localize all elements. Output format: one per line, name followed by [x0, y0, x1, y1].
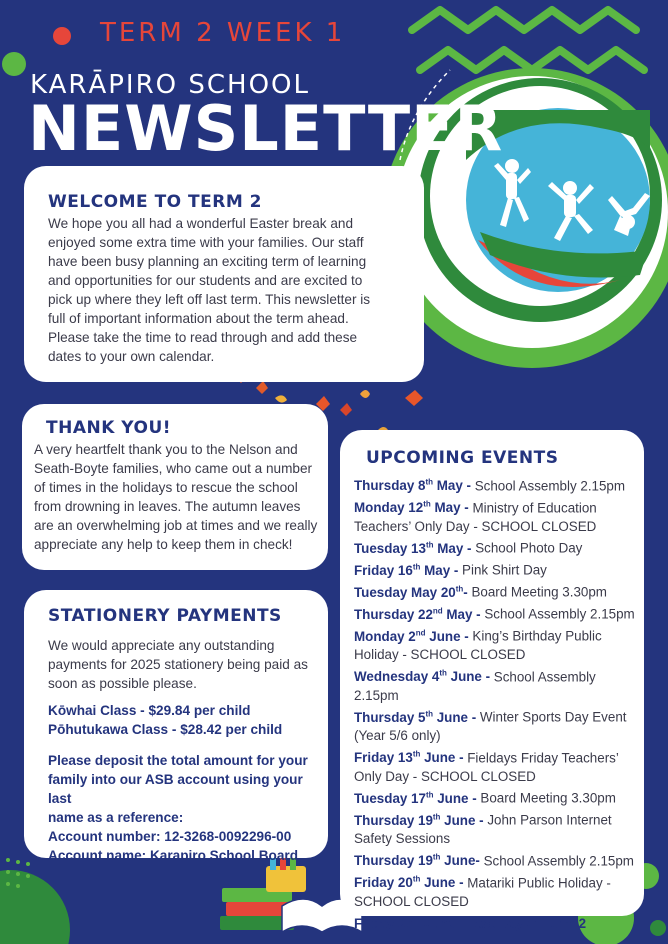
welcome-line: pick up where they left off last term. This newsletter is: [48, 292, 371, 307]
event-day-suffix: th: [439, 668, 447, 678]
event-description: Winter Sports Day Event: [479, 709, 627, 725]
event-description: Ministry of Education: [472, 500, 597, 516]
event-date: [354, 750, 467, 765]
event-item: [354, 830, 644, 849]
event-description: Pink Shirt Day: [462, 562, 547, 578]
event-day-suffix: th: [412, 874, 421, 884]
event-date: [354, 541, 475, 556]
green-circle-bottom-left: [0, 870, 70, 944]
event-date: [354, 629, 472, 644]
event-month: May -: [420, 562, 463, 578]
event-day: Friday 13: [354, 750, 413, 766]
account-number: Account number: 12-3268-0092296-00: [48, 829, 292, 844]
event-description: School Assembly 2.15pm: [483, 853, 634, 869]
event-date: [354, 813, 487, 828]
welcome-line: Please take the time to read through and add these: [48, 330, 358, 345]
event-description: John Parson Internet: [487, 812, 612, 828]
event-description: Only Day - SCHOOL CLOSED: [354, 768, 536, 784]
stationery-line: soon as possible please.: [48, 676, 197, 691]
event-month: June -: [433, 790, 481, 806]
event-item: [354, 665, 644, 687]
event-month: May -: [433, 540, 476, 556]
event-day-suffix: th: [412, 749, 421, 759]
event-item: [354, 746, 644, 768]
event-day: Friday 27: [354, 915, 413, 931]
event-item: [354, 849, 644, 871]
event-day-suffix: th: [425, 790, 434, 800]
event-item: [354, 558, 644, 580]
event-date: [354, 916, 586, 931]
event-month: June -: [446, 669, 494, 685]
event-item: [354, 646, 644, 665]
thank-you-text: [34, 440, 328, 554]
welcome-line: We hope you all had a wonderful Easter break and: [48, 216, 354, 231]
deposit-line: name as a reference:: [48, 810, 184, 825]
class-price: Pōhutukawa Class - $28.42 per child: [48, 722, 283, 737]
event-month: June -: [425, 628, 473, 644]
event-day-suffix: nd: [432, 606, 443, 616]
stationery-intro: [48, 636, 328, 693]
event-month: June -: [420, 750, 468, 766]
event-item: [354, 786, 644, 808]
event-description: Fieldays Friday Teachers’: [467, 750, 619, 766]
events-heading: UPCOMING EVENTS: [366, 448, 559, 468]
event-item: [354, 893, 644, 912]
event-day: Thursday 19: [354, 812, 433, 828]
welcome-heading: WELCOME TO TERM 2: [48, 192, 263, 212]
event-date: [354, 853, 484, 868]
event-date: [354, 875, 467, 890]
stationery-card: [24, 590, 328, 863]
event-item: [354, 474, 644, 496]
event-day-suffix: th: [432, 812, 441, 822]
deposit-line: family into our ASB account using your last: [48, 772, 303, 806]
event-day: Tuesday 13: [354, 540, 426, 556]
welcome-card: [24, 166, 424, 382]
stationery-line: payments for 2025 stationery being paid as: [48, 657, 308, 672]
event-month: June -: [420, 875, 468, 891]
green-dot: [2, 52, 26, 76]
event-date: [354, 585, 471, 600]
welcome-line: dates to your own calendar.: [48, 349, 215, 364]
event-day: Tuesday 17: [354, 790, 426, 806]
event-day: Thursday 22: [354, 606, 433, 622]
event-day: Thursday 8: [354, 478, 426, 494]
thanks-line: are an overwhelming job at times and we really: [34, 518, 318, 533]
welcome-line: have been busy planning an exciting term of learning: [48, 254, 367, 269]
thanks-line: A very heartfelt thank you to the Nelson and: [34, 442, 298, 457]
event-item: [354, 768, 644, 787]
event-item: [354, 687, 644, 706]
page-title: NEWSLETTER: [28, 92, 504, 165]
events-card: [340, 430, 644, 931]
event-date: [354, 669, 494, 684]
thank-you-card: [22, 404, 328, 570]
welcome-line: enjoyed some extra time with your families. Our staff: [48, 235, 364, 250]
event-date: [354, 500, 472, 515]
event-day-suffix: th: [455, 584, 464, 594]
event-day-suffix: th: [425, 709, 434, 719]
thanks-line: appreciate any help to keep them in check!: [34, 537, 293, 552]
deposit-line: Please deposit the total amount for your: [48, 753, 308, 768]
zigzag-decoration: [420, 50, 644, 70]
event-day-suffix: nd: [415, 628, 426, 638]
event-day: Monday 2: [354, 628, 416, 644]
zigzag-decoration: [412, 10, 636, 30]
welcome-line: and opportunities for our students and are excited to: [48, 273, 363, 288]
event-description: School Assembly 2.15pm: [484, 606, 635, 622]
event-day: Monday 12: [354, 500, 424, 516]
event-list: [354, 474, 644, 933]
event-date: [354, 710, 480, 725]
event-month: -: [463, 584, 472, 600]
event-day-suffix: th: [412, 562, 421, 572]
event-month: June -: [433, 709, 480, 725]
event-description: (Year 5/6 only): [354, 728, 441, 744]
event-description: Board Meeting 3.30pm: [480, 790, 616, 806]
event-day-suffix: th: [425, 540, 434, 550]
class-price: Kōwhai Class - $29.84 per child: [48, 703, 251, 718]
event-description: Teachers’ Only Day - SCHOOL CLOSED: [354, 518, 597, 534]
account-name: Account name: Karapiro School Board: [48, 848, 299, 863]
term-label: TERM 2 WEEK 1: [100, 18, 346, 48]
event-month: May -: [430, 500, 473, 516]
event-item: [354, 624, 644, 646]
event-description: King’s Birthday Public: [472, 628, 602, 644]
event-description: School Photo Day: [475, 540, 583, 556]
event-description: School Assembly: [493, 669, 596, 685]
event-description: Matariki Public Holiday -: [467, 875, 611, 891]
event-item: [354, 871, 644, 893]
event-day: Thursday 19: [354, 853, 433, 869]
event-month: June-: [440, 853, 484, 869]
event-date: [354, 563, 462, 578]
event-month: June - Last Day of Term 2: [420, 915, 587, 931]
event-day-suffix: th: [432, 852, 441, 862]
event-description: Safety Sessions: [354, 831, 451, 847]
green-small-bottom: [650, 920, 666, 936]
event-item: [354, 602, 644, 624]
event-description: Holiday - SCHOOL CLOSED: [354, 647, 526, 663]
event-day: Thursday 5: [354, 709, 426, 725]
deposit-info: [48, 751, 328, 865]
welcome-line: full of important information about the term ahead.: [48, 311, 349, 326]
event-date: [354, 791, 480, 806]
event-item: [354, 727, 644, 746]
event-description: Board Meeting 3.30pm: [471, 584, 607, 600]
event-description: 2.15pm: [354, 687, 399, 703]
event-item: [354, 496, 644, 518]
event-date: [354, 607, 484, 622]
event-day-suffix: th: [425, 478, 434, 487]
welcome-text: [48, 214, 424, 366]
thank-you-heading: THANK YOU!: [46, 418, 172, 438]
event-day: Wednesday 4: [354, 669, 440, 685]
event-description: SCHOOL CLOSED: [354, 893, 469, 909]
stationery-line: We would appreciate any outstanding: [48, 638, 275, 653]
event-date: [354, 478, 475, 493]
event-day-suffix: th: [412, 915, 421, 925]
event-item: [354, 536, 644, 558]
event-item: [354, 580, 644, 602]
event-month: May -: [433, 478, 475, 494]
event-item: [354, 705, 644, 727]
thanks-line: from drowning in leaves. The autumn leaves: [34, 499, 301, 514]
event-item: [354, 518, 644, 537]
thanks-line: Seath-Boyte families, who came out a number: [34, 461, 313, 476]
red-dot: [53, 27, 71, 45]
event-month: May -: [442, 606, 485, 622]
event-day: Friday 20: [354, 875, 413, 891]
event-day: Tuesday May 20: [354, 584, 456, 600]
stationery-heading: STATIONERY PAYMENTS: [48, 606, 282, 626]
class-prices: [48, 701, 328, 739]
event-description: School Assembly 2.15pm: [474, 478, 626, 494]
event-item: [354, 911, 644, 933]
thanks-line: of times in the holidays to rescue the school: [34, 480, 298, 495]
school-name: KARĀPIRO SCHOOL: [30, 70, 310, 100]
event-month: June -: [440, 812, 488, 828]
event-day: Friday 16: [354, 562, 413, 578]
event-day-suffix: th: [423, 499, 431, 509]
event-item: [354, 808, 644, 830]
